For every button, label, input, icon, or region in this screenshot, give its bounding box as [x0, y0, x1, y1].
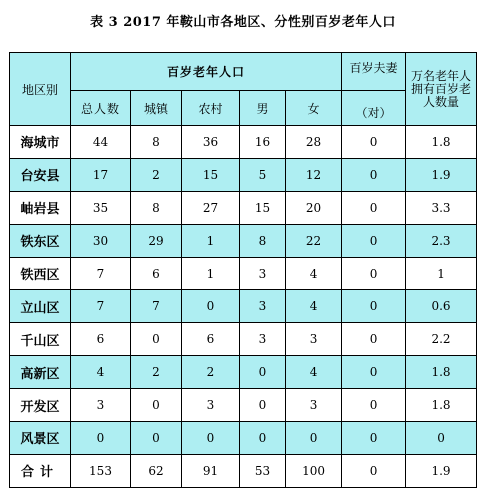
- table-row: [10, 257, 477, 290]
- header-total: 总人数: [71, 91, 131, 126]
- cell-urban: 8: [131, 191, 182, 224]
- cell-female: 4: [286, 257, 342, 290]
- header-couples-line1: 百岁夫妻: [342, 53, 406, 91]
- cell-region: 合计: [10, 454, 71, 487]
- cell-per10k: 1.9: [406, 158, 477, 191]
- cell-region: 铁西区: [10, 257, 71, 290]
- cell-male: 8: [240, 224, 286, 257]
- table-row: [10, 126, 477, 159]
- cell-region: 台安县: [10, 158, 71, 191]
- cell-male: 53: [240, 454, 286, 487]
- cell-total: 6: [71, 323, 131, 356]
- header-rural: 农村: [182, 91, 240, 126]
- table-row: [10, 224, 477, 257]
- header-urban: 城镇: [131, 91, 182, 126]
- cell-rural: 2: [182, 356, 240, 389]
- table-title: 表 3 2017 年鞍山市各地区、分性别百岁老年人口: [90, 15, 396, 30]
- total-row: [10, 454, 477, 487]
- cell-male: 3: [240, 290, 286, 323]
- cell-total: 30: [71, 224, 131, 257]
- cell-urban: 29: [131, 224, 182, 257]
- cell-couples: 0: [342, 158, 406, 191]
- cell-female: 20: [286, 191, 342, 224]
- cell-couples: 0: [342, 422, 406, 455]
- header-female: 女: [286, 91, 342, 126]
- cell-per10k: 1.8: [406, 356, 477, 389]
- cell-rural: 27: [182, 191, 240, 224]
- header-per10k-line3: 人数量: [423, 94, 460, 109]
- table-row: [10, 422, 477, 455]
- cell-total: 0: [71, 422, 131, 455]
- cell-female: 4: [286, 356, 342, 389]
- cell-region: 千山区: [10, 323, 71, 356]
- header-couples-line2: （对）: [342, 91, 406, 126]
- table-row: [10, 191, 477, 224]
- cell-rural: 36: [182, 126, 240, 159]
- cell-rural: 91: [182, 454, 240, 487]
- cell-total: 44: [71, 126, 131, 159]
- cell-female: 28: [286, 126, 342, 159]
- cell-rural: 1: [182, 224, 240, 257]
- cell-region: 海城市: [10, 126, 71, 159]
- cell-total: 7: [71, 290, 131, 323]
- cell-per10k: 1.8: [406, 389, 477, 422]
- cell-per10k: 0: [406, 422, 477, 455]
- cell-rural: 3: [182, 389, 240, 422]
- cell-urban: 62: [131, 454, 182, 487]
- cell-total: 3: [71, 389, 131, 422]
- header-centenarian-group: 百岁老年人口: [71, 53, 342, 91]
- cell-urban: 0: [131, 422, 182, 455]
- cell-female: 0: [286, 422, 342, 455]
- table-row: [10, 356, 477, 389]
- cell-couples: 0: [342, 290, 406, 323]
- cell-couples: 0: [342, 126, 406, 159]
- table-row: [10, 290, 477, 323]
- cell-male: 0: [240, 422, 286, 455]
- cell-urban: 7: [131, 290, 182, 323]
- cell-total: 4: [71, 356, 131, 389]
- cell-region: 岫岩县: [10, 191, 71, 224]
- cell-urban: 6: [131, 257, 182, 290]
- cell-female: 100: [286, 454, 342, 487]
- cell-per10k: 1.9: [406, 454, 477, 487]
- centenarian-table: [9, 52, 477, 488]
- cell-urban: 2: [131, 356, 182, 389]
- header-per10k-line1: 万名老年人: [411, 68, 472, 83]
- cell-total: 17: [71, 158, 131, 191]
- cell-couples: 0: [342, 389, 406, 422]
- table-row: [10, 323, 477, 356]
- cell-per10k: 2.2: [406, 323, 477, 356]
- header-per10k: [406, 53, 477, 126]
- cell-total: 153: [71, 454, 131, 487]
- cell-rural: 0: [182, 422, 240, 455]
- cell-total: 7: [71, 257, 131, 290]
- header-per10k-line2: 拥有百岁老: [411, 81, 472, 96]
- cell-female: 22: [286, 224, 342, 257]
- cell-per10k: 0.6: [406, 290, 477, 323]
- cell-rural: 0: [182, 290, 240, 323]
- cell-couples: 0: [342, 356, 406, 389]
- cell-male: 5: [240, 158, 286, 191]
- cell-couples: 0: [342, 323, 406, 356]
- cell-region: 高新区: [10, 356, 71, 389]
- cell-region: 立山区: [10, 290, 71, 323]
- cell-rural: 15: [182, 158, 240, 191]
- cell-urban: 8: [131, 126, 182, 159]
- cell-rural: 1: [182, 257, 240, 290]
- cell-region: 开发区: [10, 389, 71, 422]
- table-row: [10, 389, 477, 422]
- header-region: 地区别: [10, 53, 71, 126]
- cell-region: 铁东区: [10, 224, 71, 257]
- cell-male: 3: [240, 257, 286, 290]
- cell-per10k: 1.8: [406, 126, 477, 159]
- cell-female: 3: [286, 389, 342, 422]
- cell-per10k: 2.3: [406, 224, 477, 257]
- cell-couples: 0: [342, 191, 406, 224]
- cell-female: 12: [286, 158, 342, 191]
- cell-per10k: 3.3: [406, 191, 477, 224]
- cell-male: 15: [240, 191, 286, 224]
- cell-urban: 2: [131, 158, 182, 191]
- header-male: 男: [240, 91, 286, 126]
- cell-urban: 0: [131, 323, 182, 356]
- table-row: [10, 158, 477, 191]
- cell-rural: 6: [182, 323, 240, 356]
- cell-region: 风景区: [10, 422, 71, 455]
- cell-per10k: 1: [406, 257, 477, 290]
- cell-male: 0: [240, 356, 286, 389]
- cell-total: 35: [71, 191, 131, 224]
- cell-couples: 0: [342, 257, 406, 290]
- cell-couples: 0: [342, 454, 406, 487]
- cell-urban: 0: [131, 389, 182, 422]
- cell-female: 4: [286, 290, 342, 323]
- cell-male: 3: [240, 323, 286, 356]
- cell-couples: 0: [342, 224, 406, 257]
- cell-male: 0: [240, 389, 286, 422]
- cell-male: 16: [240, 126, 286, 159]
- cell-female: 3: [286, 323, 342, 356]
